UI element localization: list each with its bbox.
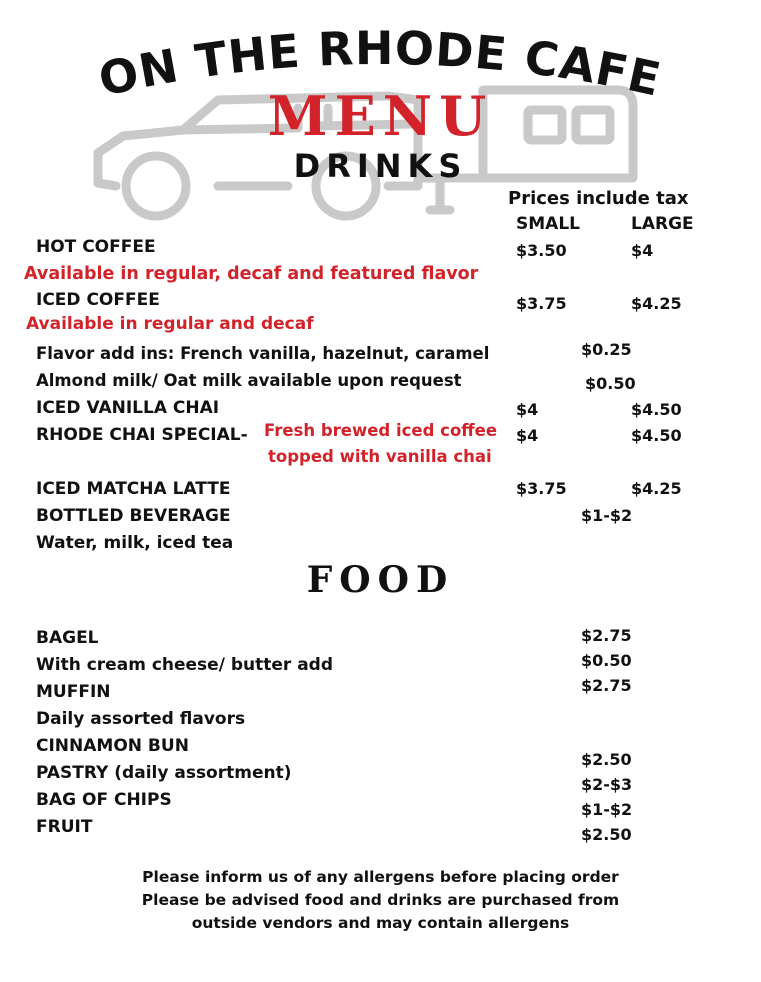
flavor-add-ins: Flavor add ins: French vanilla, hazelnut, caramel [36, 344, 490, 363]
rhode-chai-special-small-price: $4 [516, 426, 539, 445]
bag-of-chips-name: BAG OF CHIPS [36, 790, 172, 810]
iced-matcha-latte-name: ICED MATCHA LATTE [36, 479, 231, 499]
drinks-heading: DRINKS [293, 147, 468, 185]
bagel-name: BAGEL [36, 628, 99, 648]
flavor-add-ins-price: $0.25 [581, 340, 632, 359]
cafe-name-text: ON THE RHODE CAFE [93, 28, 667, 107]
fruit-price: $2.50 [581, 825, 632, 844]
muffin-flavors: Daily assorted flavors [36, 709, 246, 729]
iced-coffee-small-price: $3.75 [516, 294, 567, 313]
rhode-chai-special-desc-2: topped with vanilla chai [268, 447, 492, 466]
allergen-notice-line-3: outside vendors and may contain allergens [191, 914, 570, 932]
rhode-chai-special-name: RHODE CHAI SPECIAL- [36, 425, 248, 445]
muffin-name: MUFFIN [36, 682, 111, 702]
iced-coffee-large-price: $4.25 [631, 294, 682, 313]
hot-coffee-large-price: $4 [631, 241, 654, 260]
fruit-name: FRUIT [36, 817, 93, 837]
size-large-header: LARGE [631, 214, 694, 234]
bottled-beverage-price: $1-$2 [581, 506, 633, 525]
hot-coffee-note: Available in regular, decaf and featured flavor [24, 264, 479, 284]
food-heading: FOOD [306, 559, 455, 601]
alt-milk: Almond milk/ Oat milk available upon request [36, 371, 462, 390]
alt-milk-price: $0.50 [585, 374, 636, 393]
hot-coffee-name: HOT COFFEE [36, 237, 156, 257]
iced-coffee-name: ICED COFFEE [36, 290, 160, 310]
rhode-chai-special-desc-1: Fresh brewed iced coffee [264, 421, 498, 440]
bag-of-chips-price: $1-$2 [581, 800, 633, 819]
allergen-notice-line-1: Please inform us of any allergens before placing order [142, 868, 619, 886]
rhode-chai-special-large-price: $4.50 [631, 426, 682, 445]
muffin-price: $2.75 [581, 676, 632, 695]
cream-cheese-add: With cream cheese/ butter add [36, 655, 334, 675]
cream-cheese-price: $0.50 [581, 651, 632, 670]
cinnamon-bun-name: CINNAMON BUN [36, 736, 189, 756]
size-small-header: SMALL [516, 214, 580, 234]
bagel-price: $2.75 [581, 626, 632, 645]
allergen-notice-line-2: Please be advised food and drinks are purchased from [141, 891, 620, 909]
menu-heading: MENU [267, 84, 494, 148]
pastry-name: PASTRY (daily assortment) [36, 763, 292, 783]
iced-vanilla-chai-small-price: $4 [516, 400, 539, 419]
bottled-beverage-name: BOTTLED BEVERAGE [36, 506, 231, 526]
cinnamon-bun-price: $2.50 [581, 750, 632, 769]
iced-vanilla-chai-large-price: $4.50 [631, 400, 682, 419]
bottled-beverage-options: Water, milk, iced tea [36, 533, 234, 553]
hot-coffee-small-price: $3.50 [516, 241, 567, 260]
iced-matcha-latte-small-price: $3.75 [516, 479, 567, 498]
pastry-price: $2-$3 [581, 775, 633, 794]
iced-vanilla-chai-name: ICED VANILLA CHAI [36, 398, 220, 418]
iced-coffee-note: Available in regular and decaf [26, 314, 314, 334]
tax-note: Prices include tax [508, 188, 689, 209]
iced-matcha-latte-large-price: $4.25 [631, 479, 682, 498]
